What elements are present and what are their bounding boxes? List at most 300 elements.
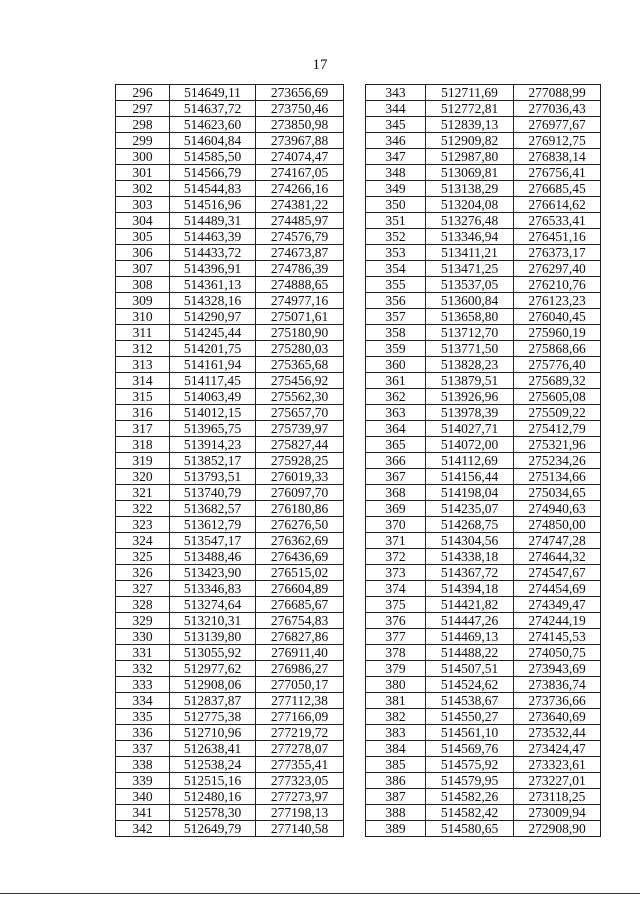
x-coordinate-cell: 514623,60 — [170, 117, 256, 133]
table-row — [366, 581, 601, 597]
point-number-cell: 308 — [116, 277, 170, 293]
x-coordinate-cell: 514463,39 — [170, 229, 256, 245]
table-row — [116, 613, 344, 629]
y-coordinate-cell: 276604,89 — [256, 581, 344, 597]
point-number-cell: 340 — [116, 789, 170, 805]
y-coordinate-cell: 276123,23 — [514, 293, 601, 309]
x-coordinate-cell: 514447,26 — [426, 613, 514, 629]
table-row — [116, 821, 344, 837]
point-number-cell: 369 — [366, 501, 426, 517]
table-row — [366, 533, 601, 549]
table-row — [366, 421, 601, 437]
y-coordinate-cell: 275412,79 — [514, 421, 601, 437]
y-coordinate-cell: 274940,63 — [514, 501, 601, 517]
y-coordinate-cell: 273009,94 — [514, 805, 601, 821]
point-number-cell: 387 — [366, 789, 426, 805]
point-number-cell: 315 — [116, 389, 170, 405]
point-number-cell: 334 — [116, 693, 170, 709]
x-coordinate-cell: 514637,72 — [170, 101, 256, 117]
y-coordinate-cell: 276756,41 — [514, 165, 601, 181]
point-number-cell: 306 — [116, 245, 170, 261]
table-row — [366, 677, 601, 693]
point-number-cell: 316 — [116, 405, 170, 421]
y-coordinate-cell: 275689,32 — [514, 373, 601, 389]
table-row — [116, 117, 344, 133]
table-row — [116, 693, 344, 709]
table-row — [366, 405, 601, 421]
table-row — [116, 261, 344, 277]
y-coordinate-cell: 277323,05 — [256, 773, 344, 789]
table-row — [116, 581, 344, 597]
table-row — [116, 709, 344, 725]
y-coordinate-cell: 277198,13 — [256, 805, 344, 821]
point-number-cell: 345 — [366, 117, 426, 133]
table-row — [116, 485, 344, 501]
y-coordinate-cell: 276362,69 — [256, 533, 344, 549]
x-coordinate-cell: 512578,30 — [170, 805, 256, 821]
point-number-cell: 320 — [116, 469, 170, 485]
y-coordinate-cell: 276297,40 — [514, 261, 601, 277]
x-coordinate-cell: 514550,27 — [426, 709, 514, 725]
y-coordinate-cell: 277088,99 — [514, 85, 601, 101]
point-number-cell: 339 — [116, 773, 170, 789]
x-coordinate-cell: 513346,83 — [170, 581, 256, 597]
y-coordinate-cell: 274266,16 — [256, 181, 344, 197]
point-number-cell: 348 — [366, 165, 426, 181]
y-coordinate-cell: 275562,30 — [256, 389, 344, 405]
table-row — [366, 213, 601, 229]
point-number-cell: 350 — [366, 197, 426, 213]
table-row — [366, 517, 601, 533]
x-coordinate-cell: 513138,29 — [426, 181, 514, 197]
x-coordinate-cell: 514156,44 — [426, 469, 514, 485]
y-coordinate-cell: 276754,83 — [256, 613, 344, 629]
table-row — [116, 197, 344, 213]
x-coordinate-cell: 514489,31 — [170, 213, 256, 229]
table-row — [116, 549, 344, 565]
y-coordinate-cell: 273850,98 — [256, 117, 344, 133]
coordinates-table-left-body — [116, 85, 344, 837]
table-row — [116, 293, 344, 309]
point-number-cell: 341 — [116, 805, 170, 821]
point-number-cell: 305 — [116, 229, 170, 245]
y-coordinate-cell: 277140,58 — [256, 821, 344, 837]
table-row — [116, 757, 344, 773]
x-coordinate-cell: 514561,10 — [426, 725, 514, 741]
point-number-cell: 314 — [116, 373, 170, 389]
x-coordinate-cell: 512480,16 — [170, 789, 256, 805]
y-coordinate-cell: 274673,87 — [256, 245, 344, 261]
point-number-cell: 351 — [366, 213, 426, 229]
x-coordinate-cell: 514112,69 — [426, 453, 514, 469]
x-coordinate-cell: 514649,11 — [170, 85, 256, 101]
x-coordinate-cell: 514072,00 — [426, 437, 514, 453]
y-coordinate-cell: 276986,27 — [256, 661, 344, 677]
point-number-cell: 384 — [366, 741, 426, 757]
y-coordinate-cell: 273943,69 — [514, 661, 601, 677]
y-coordinate-cell: 276019,33 — [256, 469, 344, 485]
table-row — [366, 709, 601, 725]
y-coordinate-cell: 276838,14 — [514, 149, 601, 165]
table-row — [116, 741, 344, 757]
x-coordinate-cell: 514538,67 — [426, 693, 514, 709]
point-number-cell: 364 — [366, 421, 426, 437]
table-row — [366, 661, 601, 677]
x-coordinate-cell: 513488,46 — [170, 549, 256, 565]
table-row — [366, 773, 601, 789]
point-number-cell: 355 — [366, 277, 426, 293]
point-number-cell: 358 — [366, 325, 426, 341]
y-coordinate-cell: 274145,53 — [514, 629, 601, 645]
x-coordinate-cell: 514524,62 — [426, 677, 514, 693]
y-coordinate-cell: 276436,69 — [256, 549, 344, 565]
point-number-cell: 356 — [366, 293, 426, 309]
y-coordinate-cell: 274644,32 — [514, 549, 601, 565]
x-coordinate-cell: 513612,79 — [170, 517, 256, 533]
x-coordinate-cell: 514027,71 — [426, 421, 514, 437]
y-coordinate-cell: 276515,02 — [256, 565, 344, 581]
y-coordinate-cell: 275605,08 — [514, 389, 601, 405]
x-coordinate-cell: 514585,50 — [170, 149, 256, 165]
table-row — [366, 85, 601, 101]
y-coordinate-cell: 274244,19 — [514, 613, 601, 629]
table-row — [116, 229, 344, 245]
y-coordinate-cell: 275827,44 — [256, 437, 344, 453]
x-coordinate-cell: 513346,94 — [426, 229, 514, 245]
point-number-cell: 347 — [366, 149, 426, 165]
point-number-cell: 296 — [116, 85, 170, 101]
x-coordinate-cell: 513793,51 — [170, 469, 256, 485]
table-row — [116, 773, 344, 789]
x-coordinate-cell: 513914,23 — [170, 437, 256, 453]
point-number-cell: 300 — [116, 149, 170, 165]
point-number-cell: 297 — [116, 101, 170, 117]
table-row — [116, 421, 344, 437]
y-coordinate-cell: 276685,45 — [514, 181, 601, 197]
table-row — [116, 165, 344, 181]
table-row — [366, 757, 601, 773]
x-coordinate-cell: 514198,04 — [426, 485, 514, 501]
y-coordinate-cell: 272908,90 — [514, 821, 601, 837]
y-coordinate-cell: 276614,62 — [514, 197, 601, 213]
table-row — [116, 373, 344, 389]
x-coordinate-cell: 513537,05 — [426, 277, 514, 293]
table-row — [366, 389, 601, 405]
table-row — [116, 309, 344, 325]
table-row — [366, 309, 601, 325]
table-row — [366, 325, 601, 341]
y-coordinate-cell: 274747,28 — [514, 533, 601, 549]
x-coordinate-cell: 514396,91 — [170, 261, 256, 277]
y-coordinate-cell: 273424,47 — [514, 741, 601, 757]
x-coordinate-cell: 513069,81 — [426, 165, 514, 181]
table-row — [116, 661, 344, 677]
table-row — [116, 245, 344, 261]
point-number-cell: 382 — [366, 709, 426, 725]
y-coordinate-cell: 275071,61 — [256, 309, 344, 325]
point-number-cell: 326 — [116, 565, 170, 581]
y-coordinate-cell: 275776,40 — [514, 357, 601, 373]
y-coordinate-cell: 276040,45 — [514, 309, 601, 325]
coordinates-table-right-body — [366, 85, 601, 837]
x-coordinate-cell: 512775,38 — [170, 709, 256, 725]
table-row — [366, 741, 601, 757]
point-number-cell: 354 — [366, 261, 426, 277]
table-row — [116, 725, 344, 741]
point-number-cell: 375 — [366, 597, 426, 613]
point-number-cell: 343 — [366, 85, 426, 101]
x-coordinate-cell: 512987,80 — [426, 149, 514, 165]
table-row — [366, 629, 601, 645]
point-number-cell: 353 — [366, 245, 426, 261]
point-number-cell: 386 — [366, 773, 426, 789]
x-coordinate-cell: 514544,83 — [170, 181, 256, 197]
point-number-cell: 383 — [366, 725, 426, 741]
x-coordinate-cell: 514582,26 — [426, 789, 514, 805]
point-number-cell: 360 — [366, 357, 426, 373]
x-coordinate-cell: 513879,51 — [426, 373, 514, 389]
y-coordinate-cell: 275960,19 — [514, 325, 601, 341]
point-number-cell: 325 — [116, 549, 170, 565]
y-coordinate-cell: 275928,25 — [256, 453, 344, 469]
y-coordinate-cell: 276373,17 — [514, 245, 601, 261]
point-number-cell: 337 — [116, 741, 170, 757]
table-row — [116, 341, 344, 357]
x-coordinate-cell: 514604,84 — [170, 133, 256, 149]
x-coordinate-cell: 514579,95 — [426, 773, 514, 789]
point-number-cell: 317 — [116, 421, 170, 437]
point-number-cell: 298 — [116, 117, 170, 133]
y-coordinate-cell: 274349,47 — [514, 597, 601, 613]
y-coordinate-cell: 277273,97 — [256, 789, 344, 805]
table-row — [116, 629, 344, 645]
x-coordinate-cell: 513978,39 — [426, 405, 514, 421]
table-row — [116, 469, 344, 485]
table-row — [366, 549, 601, 565]
point-number-cell: 378 — [366, 645, 426, 661]
x-coordinate-cell: 513471,25 — [426, 261, 514, 277]
x-coordinate-cell: 513204,08 — [426, 197, 514, 213]
table-row — [116, 357, 344, 373]
point-number-cell: 338 — [116, 757, 170, 773]
x-coordinate-cell: 514161,94 — [170, 357, 256, 373]
table-row — [116, 325, 344, 341]
table-row — [116, 533, 344, 549]
coordinates-table-left — [115, 84, 344, 837]
table-row — [116, 789, 344, 805]
table-row — [366, 597, 601, 613]
point-number-cell: 365 — [366, 437, 426, 453]
x-coordinate-cell: 513055,92 — [170, 645, 256, 661]
table-row — [366, 149, 601, 165]
y-coordinate-cell: 275321,96 — [514, 437, 601, 453]
y-coordinate-cell: 274454,69 — [514, 581, 601, 597]
point-number-cell: 313 — [116, 357, 170, 373]
point-number-cell: 361 — [366, 373, 426, 389]
y-coordinate-cell: 277355,41 — [256, 757, 344, 773]
x-coordinate-cell: 513274,64 — [170, 597, 256, 613]
x-coordinate-cell: 514361,13 — [170, 277, 256, 293]
x-coordinate-cell: 512538,24 — [170, 757, 256, 773]
x-coordinate-cell: 512638,41 — [170, 741, 256, 757]
point-number-cell: 389 — [366, 821, 426, 837]
x-coordinate-cell: 513139,80 — [170, 629, 256, 645]
x-coordinate-cell: 512711,69 — [426, 85, 514, 101]
x-coordinate-cell: 513600,84 — [426, 293, 514, 309]
table-row — [366, 357, 601, 373]
table-row — [116, 645, 344, 661]
y-coordinate-cell: 274547,67 — [514, 565, 601, 581]
point-number-cell: 331 — [116, 645, 170, 661]
table-row — [116, 389, 344, 405]
table-row — [366, 341, 601, 357]
x-coordinate-cell: 513210,31 — [170, 613, 256, 629]
x-coordinate-cell: 513423,90 — [170, 565, 256, 581]
x-coordinate-cell: 512909,82 — [426, 133, 514, 149]
table-row — [116, 85, 344, 101]
y-coordinate-cell: 274050,75 — [514, 645, 601, 661]
y-coordinate-cell: 273836,74 — [514, 677, 601, 693]
point-number-cell: 301 — [116, 165, 170, 181]
point-number-cell: 304 — [116, 213, 170, 229]
x-coordinate-cell: 513852,17 — [170, 453, 256, 469]
table-row — [366, 133, 601, 149]
x-coordinate-cell: 514201,75 — [170, 341, 256, 357]
x-coordinate-cell: 514367,72 — [426, 565, 514, 581]
x-coordinate-cell: 514582,42 — [426, 805, 514, 821]
y-coordinate-cell: 275134,66 — [514, 469, 601, 485]
y-coordinate-cell: 277219,72 — [256, 725, 344, 741]
point-number-cell: 372 — [366, 549, 426, 565]
point-number-cell: 302 — [116, 181, 170, 197]
y-coordinate-cell: 274977,16 — [256, 293, 344, 309]
table-row — [116, 453, 344, 469]
point-number-cell: 368 — [366, 485, 426, 501]
table-row — [116, 677, 344, 693]
table-row — [116, 213, 344, 229]
point-number-cell: 366 — [366, 453, 426, 469]
x-coordinate-cell: 513658,80 — [426, 309, 514, 325]
table-row — [366, 261, 601, 277]
y-coordinate-cell: 277050,17 — [256, 677, 344, 693]
page-number: 17 — [312, 57, 328, 73]
coordinates-table-right — [365, 84, 601, 837]
point-number-cell: 310 — [116, 309, 170, 325]
y-coordinate-cell: 273323,61 — [514, 757, 601, 773]
point-number-cell: 321 — [116, 485, 170, 501]
point-number-cell: 324 — [116, 533, 170, 549]
y-coordinate-cell: 276685,67 — [256, 597, 344, 613]
y-coordinate-cell: 277166,09 — [256, 709, 344, 725]
x-coordinate-cell: 514063,49 — [170, 389, 256, 405]
table-row — [116, 101, 344, 117]
y-coordinate-cell: 274381,22 — [256, 197, 344, 213]
x-coordinate-cell: 514507,51 — [426, 661, 514, 677]
table-row — [366, 693, 601, 709]
point-number-cell: 336 — [116, 725, 170, 741]
point-number-cell: 335 — [116, 709, 170, 725]
bottom-rule — [0, 893, 640, 894]
table-row — [366, 229, 601, 245]
point-number-cell: 318 — [116, 437, 170, 453]
point-number-cell: 329 — [116, 613, 170, 629]
table-row — [366, 453, 601, 469]
table-row — [116, 405, 344, 421]
y-coordinate-cell: 274786,39 — [256, 261, 344, 277]
point-number-cell: 299 — [116, 133, 170, 149]
y-coordinate-cell: 276097,70 — [256, 485, 344, 501]
y-coordinate-cell: 276977,67 — [514, 117, 601, 133]
table-row — [366, 277, 601, 293]
point-number-cell: 385 — [366, 757, 426, 773]
x-coordinate-cell: 514516,96 — [170, 197, 256, 213]
point-number-cell: 376 — [366, 613, 426, 629]
y-coordinate-cell: 276912,75 — [514, 133, 601, 149]
table-row — [116, 501, 344, 517]
x-coordinate-cell: 514394,18 — [426, 581, 514, 597]
point-number-cell: 371 — [366, 533, 426, 549]
x-coordinate-cell: 514580,65 — [426, 821, 514, 837]
x-coordinate-cell: 514421,82 — [426, 597, 514, 613]
point-number-cell: 303 — [116, 197, 170, 213]
y-coordinate-cell: 275657,70 — [256, 405, 344, 421]
x-coordinate-cell: 514433,72 — [170, 245, 256, 261]
y-coordinate-cell: 276276,50 — [256, 517, 344, 533]
x-coordinate-cell: 512839,13 — [426, 117, 514, 133]
table-row — [366, 485, 601, 501]
table-row — [366, 245, 601, 261]
x-coordinate-cell: 512710,96 — [170, 725, 256, 741]
x-coordinate-cell: 513828,23 — [426, 357, 514, 373]
x-coordinate-cell: 513771,50 — [426, 341, 514, 357]
point-number-cell: 307 — [116, 261, 170, 277]
table-row — [366, 117, 601, 133]
x-coordinate-cell: 512515,16 — [170, 773, 256, 789]
x-coordinate-cell: 514338,18 — [426, 549, 514, 565]
y-coordinate-cell: 275365,68 — [256, 357, 344, 373]
point-number-cell: 332 — [116, 661, 170, 677]
x-coordinate-cell: 514569,76 — [426, 741, 514, 757]
y-coordinate-cell: 277278,07 — [256, 741, 344, 757]
point-number-cell: 309 — [116, 293, 170, 309]
point-number-cell: 311 — [116, 325, 170, 341]
point-number-cell: 333 — [116, 677, 170, 693]
table-row — [366, 165, 601, 181]
y-coordinate-cell: 273227,01 — [514, 773, 601, 789]
point-number-cell: 342 — [116, 821, 170, 837]
y-coordinate-cell: 277036,43 — [514, 101, 601, 117]
table-row — [366, 501, 601, 517]
table-row — [366, 197, 601, 213]
x-coordinate-cell: 513965,75 — [170, 421, 256, 437]
y-coordinate-cell: 274576,79 — [256, 229, 344, 245]
point-number-cell: 367 — [366, 469, 426, 485]
table-row — [366, 101, 601, 117]
y-coordinate-cell: 274888,65 — [256, 277, 344, 293]
y-coordinate-cell: 273967,88 — [256, 133, 344, 149]
x-coordinate-cell: 513712,70 — [426, 325, 514, 341]
table-row — [116, 597, 344, 613]
y-coordinate-cell: 273532,44 — [514, 725, 601, 741]
x-coordinate-cell: 512837,87 — [170, 693, 256, 709]
table-row — [366, 373, 601, 389]
x-coordinate-cell: 514012,15 — [170, 405, 256, 421]
table-row — [366, 293, 601, 309]
point-number-cell: 362 — [366, 389, 426, 405]
point-number-cell: 379 — [366, 661, 426, 677]
table-row — [366, 789, 601, 805]
point-number-cell: 323 — [116, 517, 170, 533]
